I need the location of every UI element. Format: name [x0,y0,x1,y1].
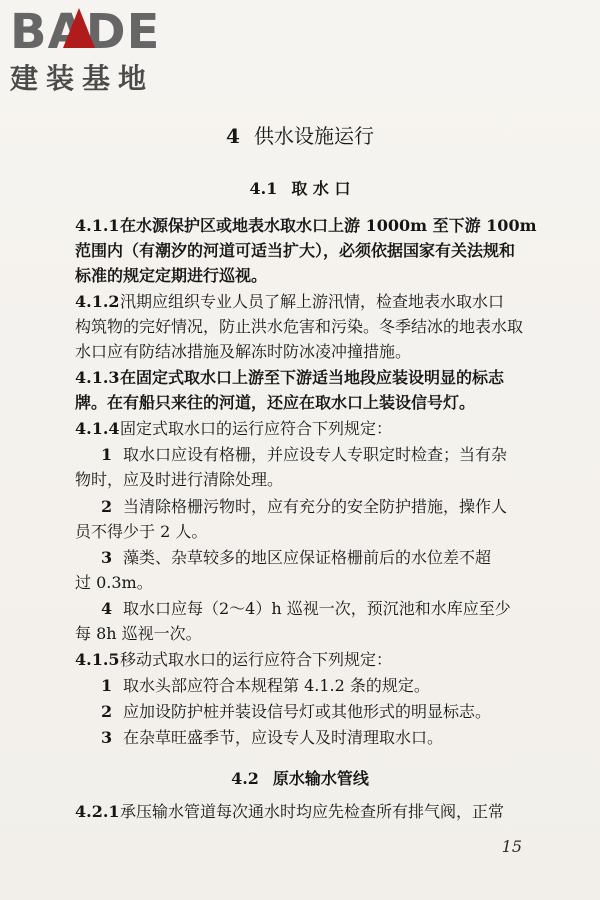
clause-4-1-4-item-1-line-2: 物时，应及时进行清除处理。 [75,470,284,489]
bade-logo [10,6,180,96]
item-text: 应加设防护桩并装设信号灯或其他形式的明显标志。 [123,702,492,721]
section-name: 原水输水管线 [272,769,369,788]
section-number: 4.1 [249,179,278,198]
logo-red-triangle [63,8,95,48]
item-number: 3 [101,728,113,747]
clause-number: 4.2.1 [75,802,120,821]
clause-4-1-5-item-1 [75,676,430,696]
clause-text: 移动式取水口的运行应符合下列规定： [120,650,393,669]
clause-4-1-5-line-1 [75,650,392,670]
item-text: 藻类、杂草较多的地区应保证格栅前后的水位差不超 [123,548,492,567]
item-number: 2 [101,702,113,721]
logo-subtitle: 建装基地 [10,62,155,95]
clause-text: 承压输水管道每次通水时均应先检查所有排气阀，正常 [120,802,505,821]
clause-4-1-5-item-3 [75,728,443,748]
clause-4-1-4-item-2-line-1 [75,497,507,517]
item-number: 3 [101,548,113,567]
item-text: 当清除格栅污物时，应有充分的安全防护措施，操作人 [123,497,508,516]
clause-text: 固定式取水口的运行应符合下列规定： [120,419,393,438]
clause-text: 在固定式取水口上游至下游适当地段应装设明显的标志 [120,368,505,387]
item-text: 取水口应设有格栅，并应设专人专职定时检查；当有杂 [123,445,508,464]
item-number: 1 [101,676,113,695]
chapter-title [0,120,600,149]
clause-number: 4.1.4 [75,419,120,438]
chapter-name: 供水设施运行 [253,124,374,148]
item-number: 1 [101,445,113,464]
clause-4-1-2-line-3: 水口应有防结冰措施及解冻时防冰凌冲撞措施。 [75,342,412,361]
clause-4-1-2-line-1 [75,292,504,312]
clause-4-2-1-line-1 [75,802,504,822]
clause-number: 4.1.2 [75,292,120,311]
section-title-4-1 [0,176,600,199]
clause-number: 4.1.3 [75,368,120,387]
item-text: 取水头部应符合本规程第 4.1.2 条的规定。 [123,676,430,695]
section-title-4-2 [0,766,600,789]
item-text: 取水口应每（2～4）h 巡视一次，预沉池和水库应至少 [123,599,511,618]
page-number: 15 [501,837,522,856]
item-number: 2 [101,497,113,516]
clause-4-1-1-line-1 [75,216,537,236]
clause-number: 4.1.1 [75,216,120,235]
logo-brand-text: BADE [10,4,161,60]
clause-4-1-3-line-1 [75,368,504,388]
clause-4-1-4-item-1-line-1 [75,445,507,465]
clause-text: 汛期应组织专业人员了解上游汛情，检查地表水取水口 [120,292,505,311]
clause-4-1-4-item-2-line-2: 员不得少于 2 人。 [75,522,208,541]
clause-number: 4.1.5 [75,650,120,669]
clause-4-1-4-line-1 [75,419,392,439]
clause-4-1-1-line-2: 范围内（有潮汐的河道可适当扩大），必须依据国家有关法规和 [75,241,516,260]
item-number: 4 [101,599,113,618]
clause-4-1-4-item-3-line-1 [75,548,491,568]
item-text: 在杂草旺盛季节，应设专人及时清理取水口。 [123,728,444,747]
section-number: 4.2 [231,769,259,788]
clause-4-1-4-item-4-line-1 [75,599,511,619]
chapter-number: 4 [226,124,240,148]
section-name: 取 水 口 [291,179,351,198]
clause-4-1-4-item-3-line-2: 过 0.3m。 [75,573,153,592]
clause-4-1-3-line-2: 牌。在有船只来往的河道，还应在取水口上装设信号灯。 [75,393,476,412]
clause-text: 在水源保护区或地表水取水口上游 1000m 至下游 100m [120,216,537,235]
clause-4-1-1-line-3: 标准的规定定期进行巡视。 [75,266,268,285]
clause-4-1-2-line-2: 构筑物的完好情况，防止洪水危害和污染。冬季结冰的地表水取 [75,317,524,336]
clause-4-1-4-item-4-line-2: 每 8h 巡视一次。 [75,624,202,643]
clause-4-1-5-item-2 [75,702,491,722]
